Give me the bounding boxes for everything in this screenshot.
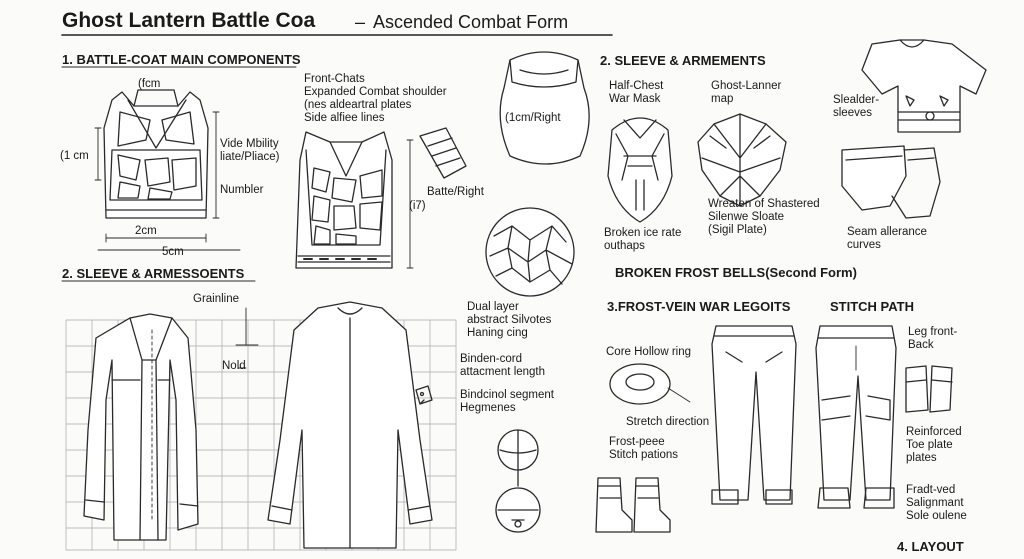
shoulder-plate-small-drawing <box>420 128 466 178</box>
label-bindcinol: Bindcinol segment Hegmenes <box>460 389 554 414</box>
long-coat-closed-drawing <box>268 302 432 548</box>
label-seam: Seam allerance curves <box>847 226 927 251</box>
label-left-1cm: (1 cm <box>60 150 89 162</box>
label-binden-cord: Binden-cord attacment length <box>460 353 546 378</box>
label-leg-front: Leg front- Back <box>908 326 958 351</box>
label-nold: Nold <box>222 360 246 372</box>
section-3-heading: 3.FROST-VEIN WAR LEGOITS <box>607 299 791 314</box>
label-half-chest: Half-Chest War Mask <box>609 80 664 105</box>
label-5cm: 5cm <box>162 246 184 258</box>
label-core-hollow: Core Hollow ring <box>606 346 692 358</box>
long-coat-open-drawing <box>84 314 198 540</box>
label-reinforced: Reinforced Toe plate plates <box>906 426 962 464</box>
vest-left-drawing <box>95 90 240 250</box>
page-title: Ghost Lantern Battle Coa <box>62 9 316 32</box>
shirt-drawing <box>862 40 986 132</box>
label-icm-right: (1cm/Right <box>505 112 561 124</box>
label-dual-layer: Dual layer abstract Silvotes Haning cing <box>467 301 552 339</box>
label-grainline: Grainline <box>193 293 240 305</box>
core-hollow-ring-drawing <box>610 364 690 404</box>
label-slealder: Slealder- sleeves <box>833 94 880 119</box>
section-4-heading: 4. LAYOUT <box>897 539 964 554</box>
label-wreaten: Wreaten of Shastered Silenwe Sloate (Sigil Plate) <box>708 198 820 236</box>
label-frost-stitch: Frost-peee Stitch pations <box>609 436 679 461</box>
label-2cm: 2cm <box>135 225 157 237</box>
label-numbler: Numbler <box>220 184 264 196</box>
label-stretch: Stretch direction <box>626 416 710 428</box>
page-subtitle: Ascended Combat Form <box>373 12 569 32</box>
boots-drawing <box>596 478 670 532</box>
sleeve-cuffs-drawing <box>842 146 940 218</box>
label-ghost-lanner: Ghost-Lanner map <box>711 80 782 105</box>
section-1-heading: 1. BATTLE-COAT MAIN COMPONENTS <box>62 52 301 67</box>
stitch-path-heading: STITCH PATH <box>830 299 915 314</box>
bells-heading: BROKEN FROST BELLS(Second Form) <box>615 265 857 280</box>
trousers-back-drawing <box>816 326 896 508</box>
label-broken-ice: Broken ice rate outhaps <box>604 227 682 252</box>
war-mask-drawing <box>608 118 672 222</box>
sigil-plate-drawing <box>698 114 786 206</box>
label-paren-17: (i7) <box>409 200 426 212</box>
leg-pieces-drawing <box>906 366 952 412</box>
collar-piece-drawing <box>500 52 589 164</box>
label-batte-right: Batte/Right <box>427 186 484 198</box>
label-front-chats: Front-Chats Expanded Combat shoulder (nes aldeartral plates Side alfiee lines <box>304 73 447 124</box>
trousers-front-drawing <box>712 326 796 504</box>
label-fradt: Fradt-ved Salignmant Sole oulene <box>906 484 967 522</box>
section-2a-heading: 2. SLEEVE & ARMEMENTS <box>600 53 766 68</box>
frost-bell-circle-drawing <box>486 208 574 296</box>
section-2b-heading: 2. SLEEVE & ARMESSOENTS <box>62 266 245 281</box>
label-vide-mobility: Vide Mbility liate/Pliace) <box>220 138 280 163</box>
title-dash: – <box>355 12 366 32</box>
bell-on-cord-drawing <box>496 430 540 532</box>
label-fcm: (fcm <box>138 78 161 90</box>
vest-middle-drawing <box>296 132 413 268</box>
